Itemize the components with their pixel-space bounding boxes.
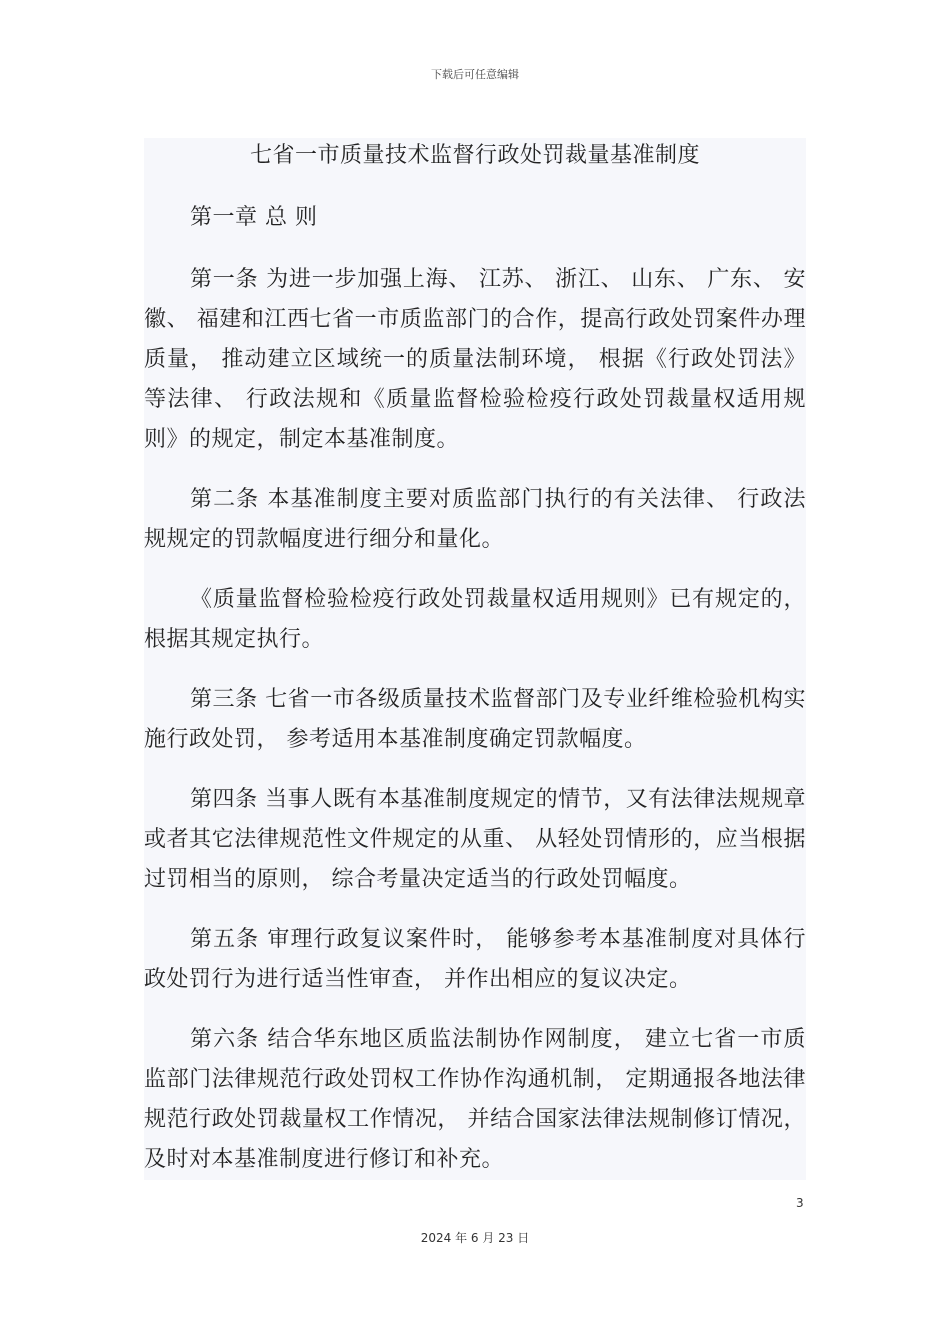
paragraph: 第五条 审理行政复议案件时， 能够参考本基准制度对具体行政处罚行为进行适当性审查， 并作出相应的复议决定。	[144, 927, 806, 992]
paragraph: 第四条 当事人既有本基准制度规定的情节，又有法律法规规章或者其它法律规范性文件规定的从重、 从轻处罚情形的，应当根据过罚相当的原则， 综合考量决定适当的行政处罚幅度。	[144, 787, 806, 892]
paragraph: 第一条 为进一步加强上海、 江苏、 浙江、 山东、 广东、 安徽、 福建和江西七省一市质监部门的合作，提高行政处罚案件办理质量， 推动建立区域统一的质量法制环境， 根据《行政处罚法》等法律、 行政法规和《质量监督检验检疫行政处罚裁量权适用规则》的规定，制定本基准制度。	[144, 267, 806, 452]
page-footer-date: 2024 年 6 月 23 日	[420, 1231, 530, 1245]
page-number: 3	[796, 1196, 804, 1210]
document-body	[144, 138, 806, 1180]
paragraph: 第二条 本基准制度主要对质监部门执行的有关法律、 行政法规规定的罚款幅度进行细分和量化。	[144, 487, 806, 552]
document-title: 七省一市质量技术监督行政处罚裁量基准制度	[249, 143, 700, 168]
paragraph: 第三条 七省一市各级质量技术监督部门及专业纤维检验机构实施行政处罚， 参考适用本基准制度确定罚款幅度。	[144, 687, 806, 752]
paragraph: 《质量监督检验检疫行政处罚裁量权适用规则》已有规定的，根据其规定执行。	[144, 587, 806, 652]
paragraph: 第六条 结合华东地区质监法制协作网制度， 建立七省一市质监部门法律规范行政处罚权工作协作沟通机制， 定期通报各地法律规范行政处罚裁量权工作情况， 并结合国家法律法规制修订情况， 及时对本基准制度进行修订和补充。	[144, 1027, 806, 1172]
chapter-heading: 第一章 总 则	[190, 205, 318, 230]
page-header: 下载后可任意编辑	[431, 68, 519, 81]
